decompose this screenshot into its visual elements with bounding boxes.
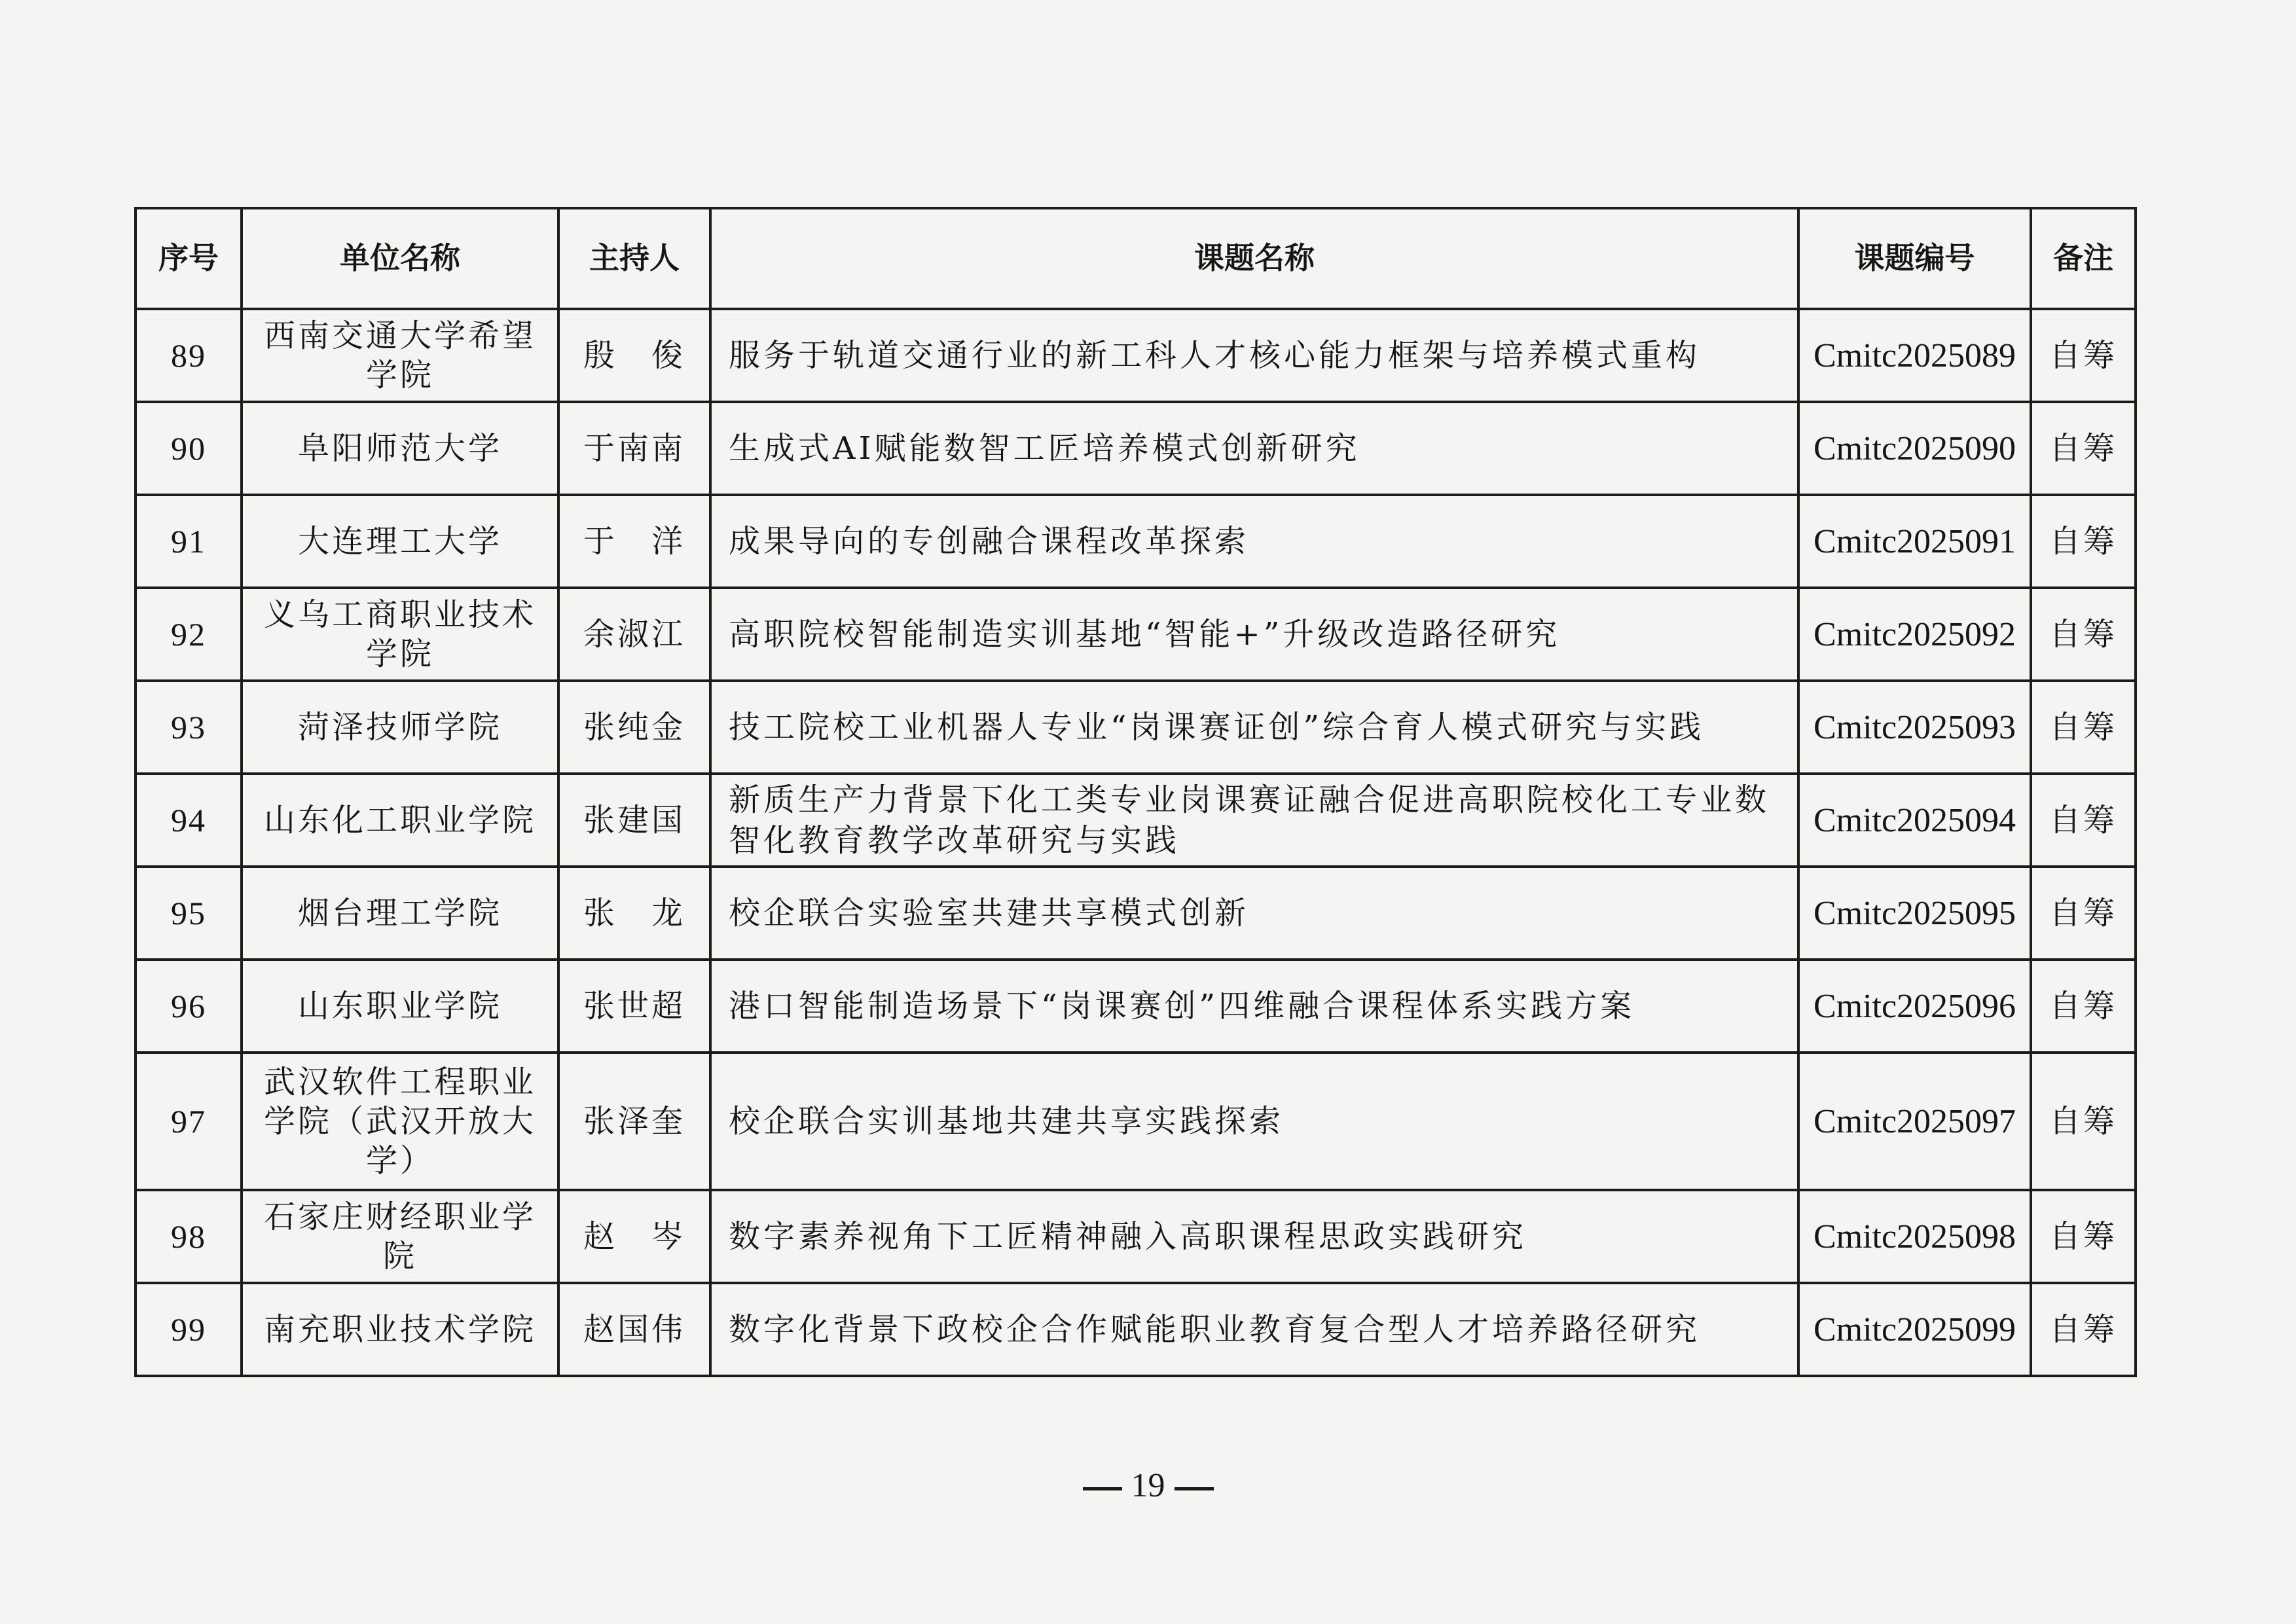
cell-note: 自筹 [2031,588,2136,681]
cell-topic: 校企联合实训基地共建共享实践探索 [710,1053,1798,1190]
table-row [136,588,2136,681]
cell-seq: 99 [136,1283,242,1376]
cell-unit: 大连理工大学 [242,495,558,588]
cell-topic: 数字素养视角下工匠精神融入高职课程思政实践研究 [710,1190,1798,1283]
cell-seq: 89 [136,309,242,402]
cell-topic: 数字化背景下政校企合作赋能职业教育复合型人才培养路径研究 [710,1283,1798,1376]
footer-dash-left [1083,1487,1122,1490]
header-code: 课题编号 [1798,208,2031,309]
cell-host: 张纯金 [558,681,710,774]
table-row [136,1283,2136,1376]
cell-topic: 生成式AI赋能数智工匠培养模式创新研究 [710,402,1798,495]
header-topic: 课题名称 [710,208,1798,309]
cell-note: 自筹 [2031,774,2136,867]
cell-host: 张建国 [558,774,710,867]
cell-seq: 96 [136,960,242,1053]
table-row [136,1053,2136,1190]
table-row [136,681,2136,774]
cell-host: 于 洋 [558,495,710,588]
table-row [136,495,2136,588]
cell-unit: 菏泽技师学院 [242,681,558,774]
cell-note: 自筹 [2031,402,2136,495]
cell-topic: 成果导向的专创融合课程改革探索 [710,495,1798,588]
cell-seq: 93 [136,681,242,774]
cell-topic: 新质生产力背景下化工类专业岗课赛证融合促进高职院校化工专业数智化教育教学改革研究与实践 [710,774,1798,867]
footer-dash-right [1175,1487,1214,1490]
cell-note: 自筹 [2031,1190,2136,1283]
cell-note: 自筹 [2031,495,2136,588]
cell-code: Cmitc2025091 [1798,495,2031,588]
cell-host: 余淑江 [558,588,710,681]
project-list-table [134,207,2137,1377]
cell-unit: 阜阳师范大学 [242,402,558,495]
cell-unit: 烟台理工学院 [242,867,558,960]
cell-host: 赵 岑 [558,1190,710,1283]
cell-code: Cmitc2025095 [1798,867,2031,960]
cell-code: Cmitc2025093 [1798,681,2031,774]
cell-seq: 91 [136,495,242,588]
cell-code: Cmitc2025099 [1798,1283,2031,1376]
table-row [136,1190,2136,1283]
cell-unit: 西南交通大学希望学院 [242,309,558,402]
cell-note: 自筹 [2031,1053,2136,1190]
cell-seq: 90 [136,402,242,495]
cell-host: 赵国伟 [558,1283,710,1376]
cell-code: Cmitc2025098 [1798,1190,2031,1283]
cell-unit: 山东化工职业学院 [242,774,558,867]
cell-code: Cmitc2025090 [1798,402,2031,495]
table-row [136,960,2136,1053]
table-row [136,309,2136,402]
cell-topic: 技工院校工业机器人专业“岗课赛证创”综合育人模式研究与实践 [710,681,1798,774]
cell-note: 自筹 [2031,309,2136,402]
cell-code: Cmitc2025097 [1798,1053,2031,1190]
cell-note: 自筹 [2031,1283,2136,1376]
cell-unit: 石家庄财经职业学院 [242,1190,558,1283]
page-footer [0,1466,2296,1505]
table-row [136,402,2136,495]
cell-seq: 92 [136,588,242,681]
cell-unit: 义乌工商职业技术学院 [242,588,558,681]
cell-topic: 高职院校智能制造实训基地“智能+”升级改造路径研究 [710,588,1798,681]
table-row [136,774,2136,867]
cell-seq: 94 [136,774,242,867]
cell-note: 自筹 [2031,960,2136,1053]
table-row [136,867,2136,960]
cell-host: 于南南 [558,402,710,495]
header-unit: 单位名称 [242,208,558,309]
cell-host: 张世超 [558,960,710,1053]
header-host: 主持人 [558,208,710,309]
cell-topic: 服务于轨道交通行业的新工科人才核心能力框架与培养模式重构 [710,309,1798,402]
cell-note: 自筹 [2031,867,2136,960]
cell-code: Cmitc2025092 [1798,588,2031,681]
cell-seq: 95 [136,867,242,960]
cell-code: Cmitc2025089 [1798,309,2031,402]
cell-unit: 武汉软件工程职业学院（武汉开放大学） [242,1053,558,1190]
table-header-row [136,208,2136,309]
cell-host: 张 龙 [558,867,710,960]
header-seq: 序号 [136,208,242,309]
cell-seq: 97 [136,1053,242,1190]
page-number: 19 [1131,1467,1165,1504]
cell-note: 自筹 [2031,681,2136,774]
cell-seq: 98 [136,1190,242,1283]
cell-unit: 山东职业学院 [242,960,558,1053]
cell-topic: 校企联合实验室共建共享模式创新 [710,867,1798,960]
cell-topic: 港口智能制造场景下“岗课赛创”四维融合课程体系实践方案 [710,960,1798,1053]
header-note: 备注 [2031,208,2136,309]
cell-unit: 南充职业技术学院 [242,1283,558,1376]
cell-host: 殷 俊 [558,309,710,402]
cell-code: Cmitc2025094 [1798,774,2031,867]
cell-host: 张泽奎 [558,1053,710,1190]
cell-code: Cmitc2025096 [1798,960,2031,1053]
